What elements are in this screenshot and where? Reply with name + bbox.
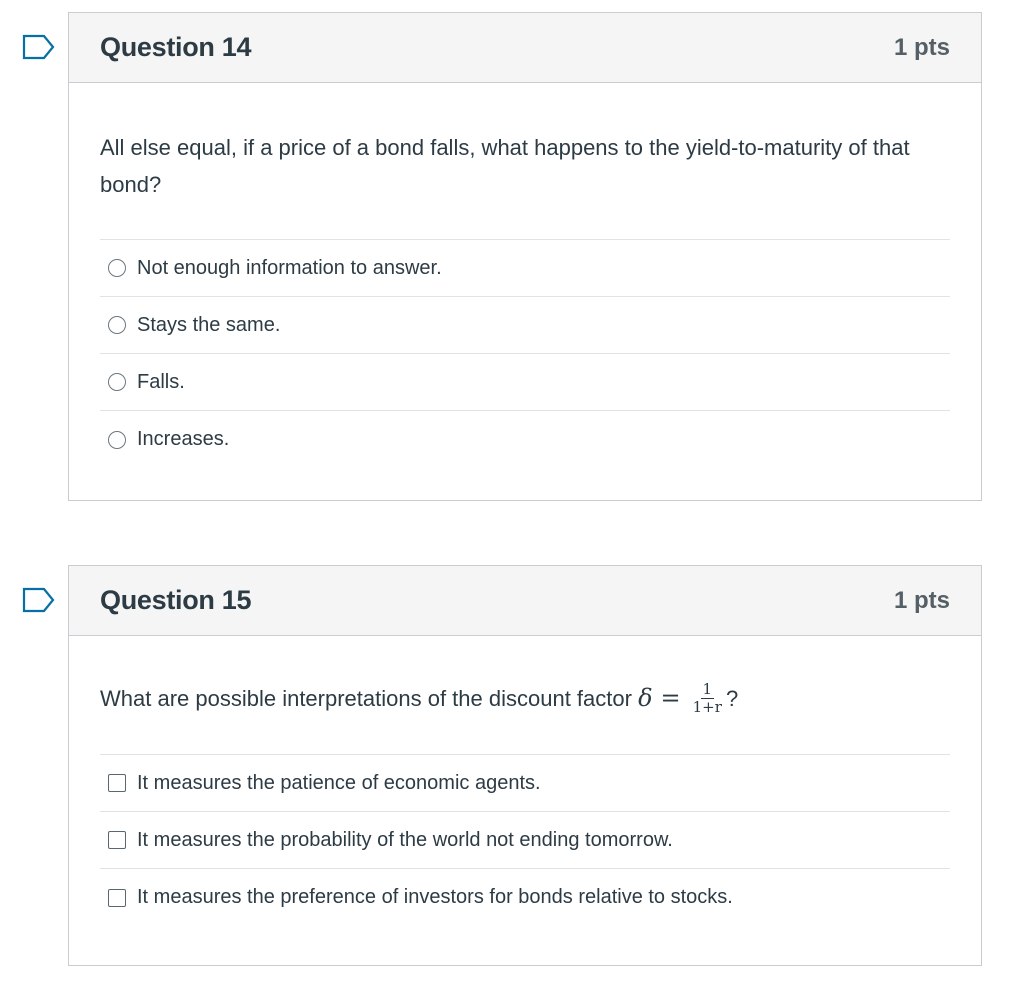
math-denominator: 1+r bbox=[692, 697, 722, 716]
question-body bbox=[69, 83, 981, 468]
question-text: All else equal, if a price of a bond falls, what happens to the yield-to-maturity of that bond? bbox=[100, 135, 910, 197]
question-text-after-math: ? bbox=[725, 686, 739, 711]
question-header bbox=[69, 566, 981, 636]
flag-question-icon[interactable] bbox=[22, 587, 56, 613]
radio-button[interactable] bbox=[108, 259, 126, 277]
question-14 bbox=[68, 12, 982, 501]
question-text-before-math: What are possible interpretations of the discount factor bbox=[100, 686, 632, 711]
discount-factor-formula bbox=[638, 679, 726, 716]
radio-button[interactable] bbox=[108, 373, 126, 391]
question-15 bbox=[68, 565, 982, 966]
answer-option[interactable] bbox=[100, 240, 950, 297]
math-equals: = bbox=[660, 684, 681, 712]
question-points: 1 pts bbox=[893, 33, 950, 61]
math-delta: δ bbox=[638, 684, 653, 712]
answer-label[interactable]: Falls. bbox=[137, 370, 185, 393]
question-points: 1 pts bbox=[893, 586, 950, 614]
answer-option[interactable] bbox=[100, 812, 950, 869]
answer-label[interactable]: Increases. bbox=[137, 428, 230, 450]
checkbox[interactable] bbox=[108, 774, 126, 792]
answer-list bbox=[100, 754, 950, 926]
radio-button[interactable] bbox=[108, 316, 126, 334]
question-title: Question 15 bbox=[100, 585, 252, 615]
answer-label[interactable]: It measures the patience of economic agents. bbox=[137, 771, 541, 794]
math-fraction bbox=[691, 681, 724, 716]
answer-list bbox=[100, 239, 950, 468]
answer-label[interactable]: Stays the same. bbox=[137, 313, 281, 336]
answer-option[interactable] bbox=[100, 755, 950, 812]
answer-option[interactable] bbox=[100, 411, 950, 468]
question-title: Question 14 bbox=[100, 32, 252, 62]
answer-label[interactable]: It measures the preference of investors for bonds relative to stocks. bbox=[137, 886, 733, 908]
checkbox[interactable] bbox=[108, 831, 126, 849]
answer-option[interactable] bbox=[100, 297, 950, 354]
radio-button[interactable] bbox=[108, 431, 126, 449]
flag-question-icon[interactable] bbox=[22, 34, 56, 60]
answer-label[interactable]: It measures the probability of the world not ending tomorrow. bbox=[137, 828, 673, 851]
math-numerator: 1 bbox=[702, 679, 713, 698]
question-text bbox=[100, 636, 950, 754]
question-header bbox=[69, 13, 981, 83]
question-body bbox=[69, 636, 981, 926]
answer-option[interactable] bbox=[100, 354, 950, 411]
answer-label[interactable]: Not enough information to answer. bbox=[137, 256, 442, 279]
checkbox[interactable] bbox=[108, 889, 126, 907]
answer-option[interactable] bbox=[100, 869, 950, 926]
